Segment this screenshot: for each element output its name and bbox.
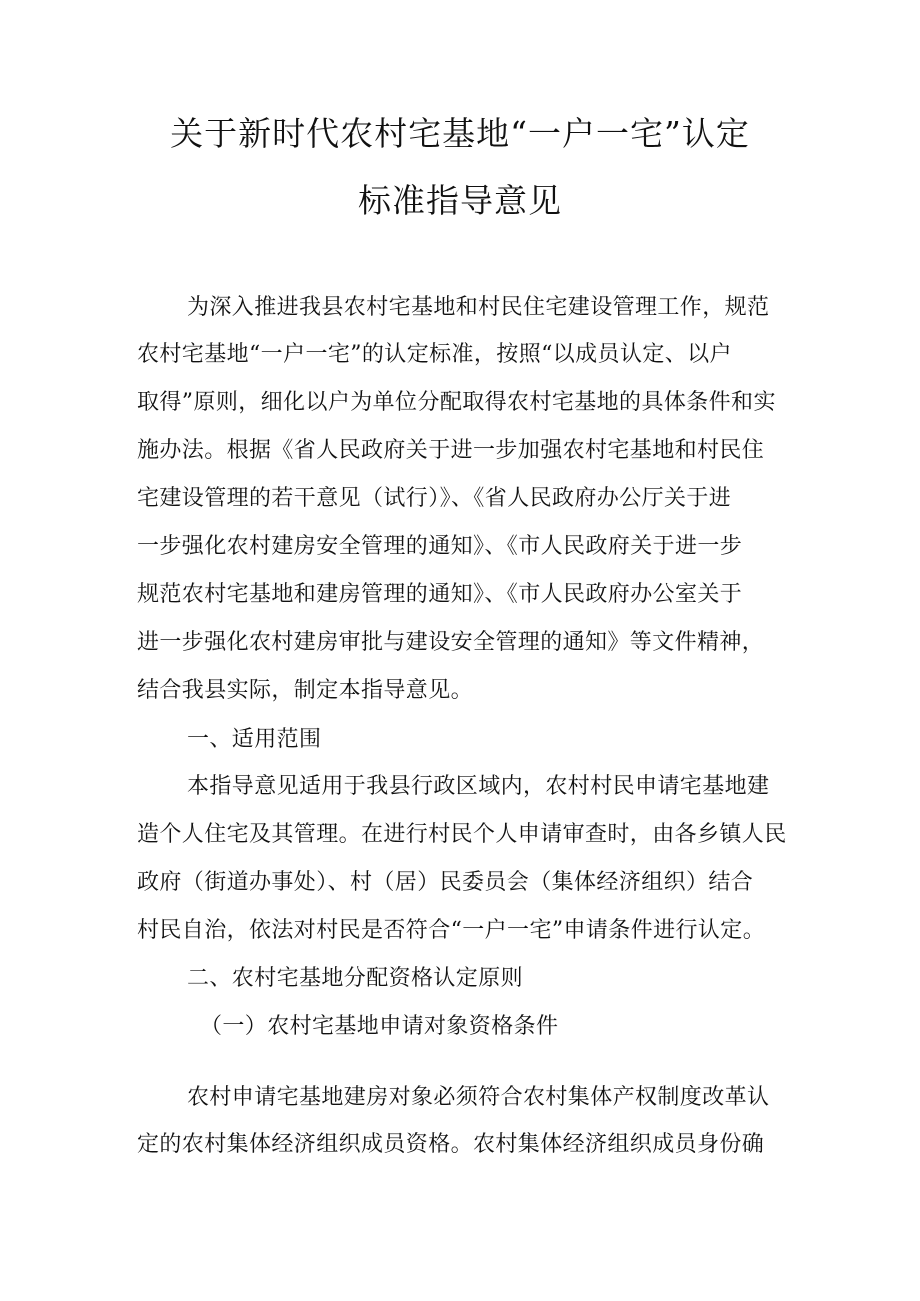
intro-paragraph-line: 一步强化农村建房安全管理的通知》、《市人民政府关于进一步 [137,534,743,559]
section-1-paragraph-line: 村民自治，依法对村民是否符合“一户一宅”申请条件进行认定。 [137,918,766,943]
document-title-line-2: 标准指导意见 [358,181,562,220]
subsection-1-paragraph-line: 农村申请宅基地建房对象必须符合农村集体产权制度改革认 [187,1085,770,1110]
subsection-1-paragraph-line: 定的农村集体经济组织成员资格。农村集体经济组织成员身份确 [137,1132,765,1157]
section-1-paragraph-line: 本指导意见适用于我县行政区域内，农村村民申请宅基地建 [187,774,770,799]
intro-paragraph-line: 结合我县实际，制定本指导意见。 [137,678,474,703]
intro-paragraph-line: 规范农村宅基地和建房管理的通知》、《市人民政府办公室关于 [137,582,743,607]
intro-paragraph-line: 农村宅基地“一户一宅”的认定标准，按照“以成员认定、以户 [137,342,732,367]
section-1-paragraph-line: 政府（街道办事处）、村（居）民委员会（集体经济组织）结合 [137,870,754,895]
intro-paragraph-line: 宅建设管理的若干意见（试行）》、《省人民政府办公厅关于进 [137,486,732,511]
intro-paragraph-line: 为深入推进我县农村宅基地和村民住宅建设管理工作，规范 [187,295,770,320]
section-1-paragraph-line: 造个人住宅及其管理。在进行村民个人申请审查时，由各乡镇人民 [137,822,787,847]
section-2-heading: 二、农村宅基地分配资格认定原则 [187,966,524,991]
document-title-line-1: 关于新时代农村宅基地“一户一宅”认定 [170,114,750,153]
intro-paragraph-line: 进一步强化农村建房审批与建设安全管理的通知》等文件精神， [137,630,765,655]
intro-paragraph-line: 施办法。根据《省人民政府关于进一步加强农村宅基地和村民住 [137,438,765,463]
subsection-1-heading: （一）农村宅基地申请对象资格条件 [200,1014,559,1039]
intro-paragraph-line: 取得”原则，细化以户为单位分配取得农村宅基地的具体条件和实 [137,390,776,415]
section-1-heading: 一、适用范围 [187,727,322,752]
